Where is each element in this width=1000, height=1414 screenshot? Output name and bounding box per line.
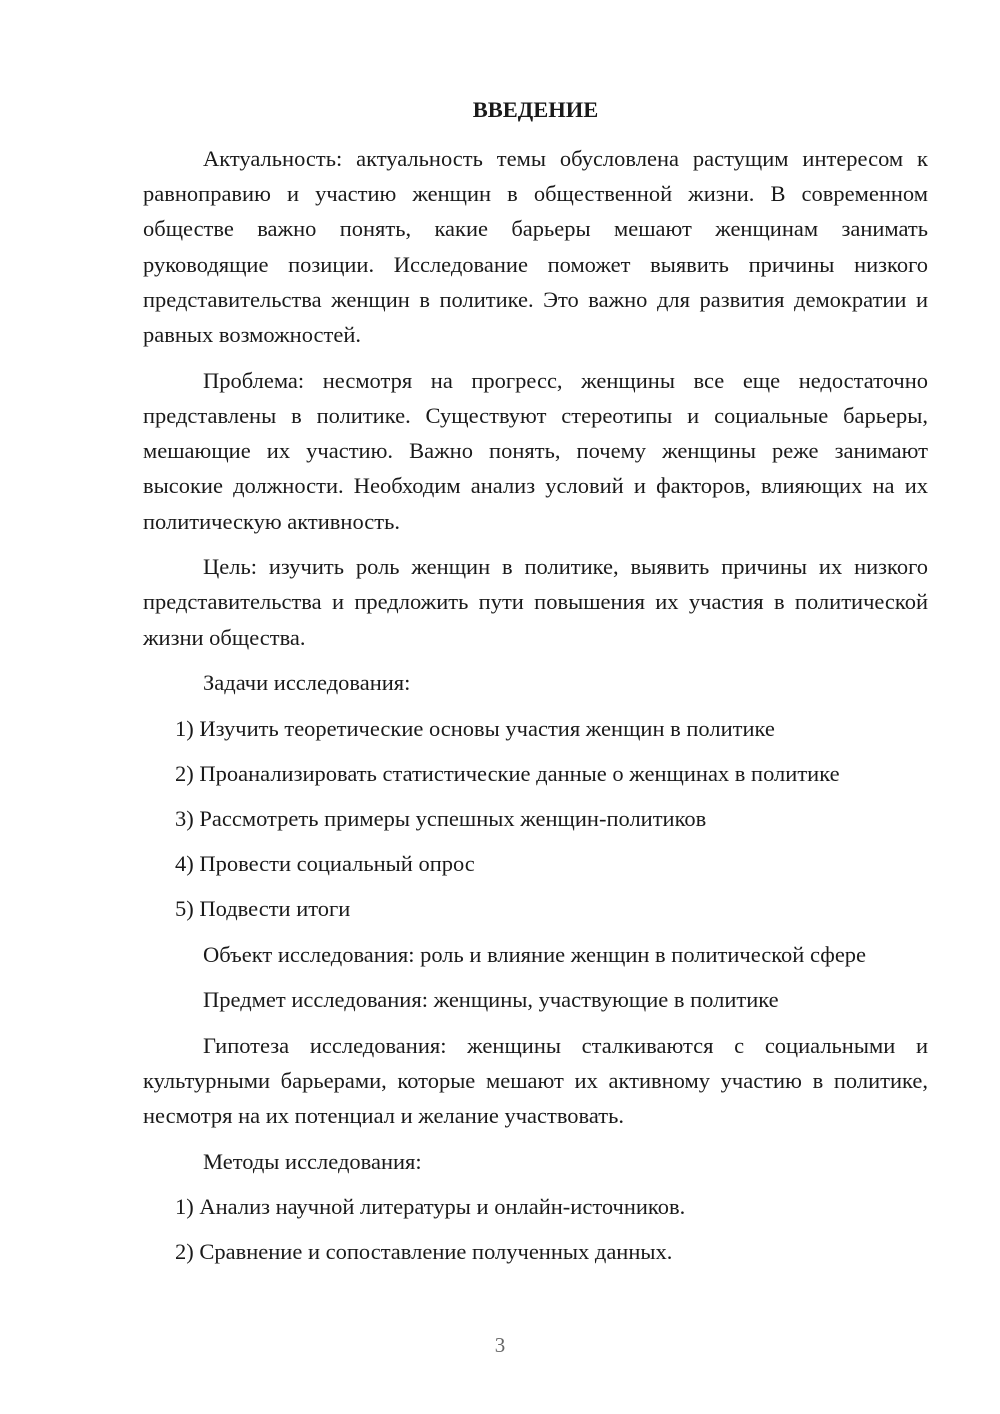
- section-title: ВВЕДЕНИЕ: [472, 97, 599, 122]
- methods-heading: Методы исследования:: [203, 1149, 422, 1175]
- document-page: [143, 92, 928, 1280]
- tasks-list-item: 1) Изучить теоретические основы участия женщин в политике: [175, 715, 775, 741]
- relevance-paragraph: Актуальность: актуальность темы обусловлена растущим интересом к равноправию и участию женщин в общественной жизни. В современном обществе важно понять, какие барьеры мешают женщинам занимать руководящие позиции. Исследование поможет выявить причины низкого представительства женщин в политике. Это важно для развития демократии и равных возможностей.: [143, 146, 928, 348]
- tasks-list-item: 3) Рассмотреть примеры успешных женщин-политиков: [175, 805, 707, 831]
- tasks-list-item: 5) Подвести итоги: [175, 896, 351, 922]
- page-number: 3: [494, 1333, 506, 1357]
- methods-list-item: 2) Сравнение и сопоставление полученных данных.: [175, 1239, 673, 1265]
- problem-paragraph: Проблема: несмотря на прогресс, женщины все еще недостаточно представлены в политике. Существуют стереотипы и социальные барьеры, мешающие их участию. Важно понять, почему женщины реже занимают высокие должности. Необходим анализ условий и факторов, влияющих на их политическую активность.: [143, 367, 928, 534]
- tasks-list-item: 4) Провести социальный опрос: [175, 851, 475, 877]
- hypothesis-paragraph: Гипотеза исследования: женщины сталкиваются с социальными и культурными барьерами, которые мешают их активному участию в политике, несмотря на их потенциал и желание участвовать.: [143, 1032, 928, 1129]
- methods-list-item: 1) Анализ научной литературы и онлайн-источников.: [175, 1194, 686, 1220]
- goal-paragraph: Цель: изучить роль женщин в политике, выявить причины их низкого представительства и предложить пути повышения их участия в политической жизни общества.: [143, 554, 928, 650]
- subject-paragraph: Предмет исследования: женщины, участвующие в политике: [203, 987, 779, 1013]
- object-paragraph: Объект исследования: роль и влияние женщин в политической сфере: [203, 941, 867, 967]
- tasks-list-item: 2) Проанализировать статистические данные о женщинах в политике: [175, 760, 840, 786]
- tasks-heading: Задачи исследования:: [203, 670, 411, 696]
